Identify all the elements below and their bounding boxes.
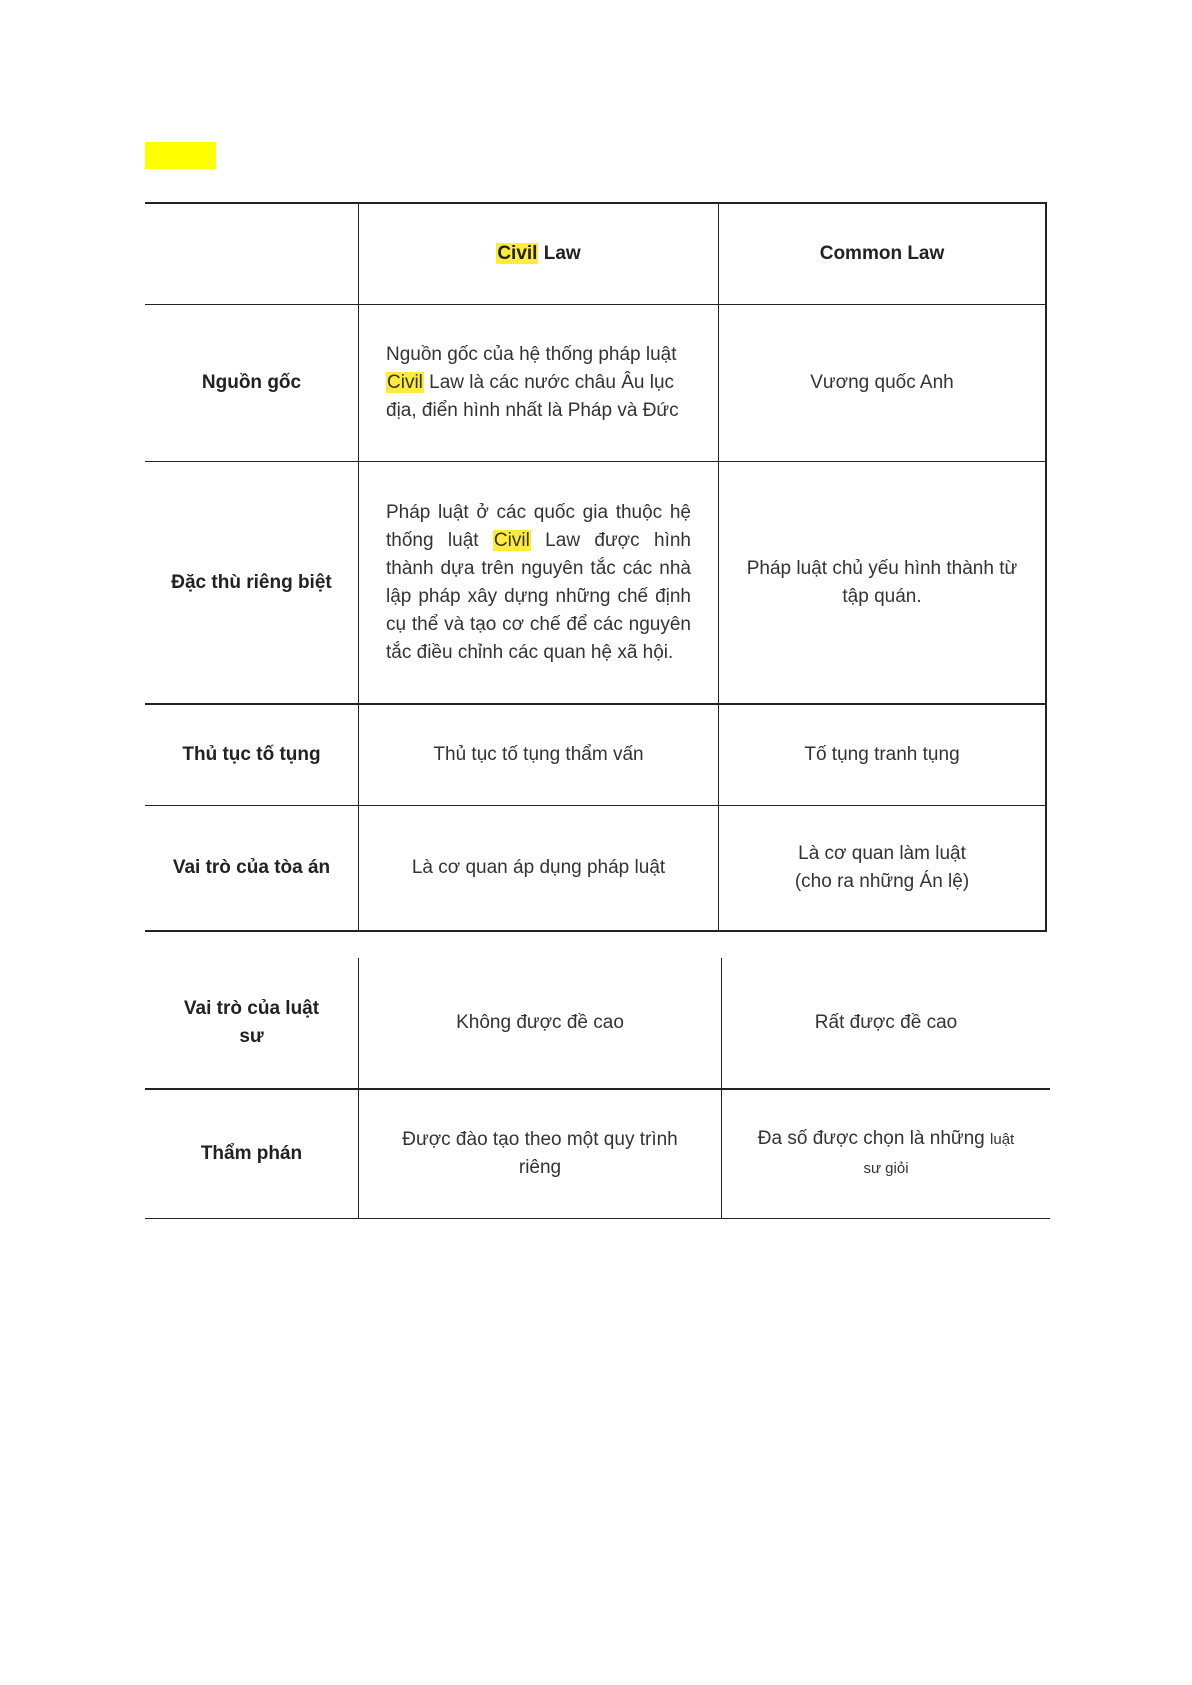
civil-law-nguon-goc — [358, 305, 718, 461]
table-row — [145, 305, 1045, 462]
common-law-toa-an: Là cơ quan làm luật (cho ra những Án lệ) — [718, 806, 1045, 930]
table-row — [145, 462, 1045, 705]
row-label-toa-an: Vai trò của tòa án — [172, 857, 331, 878]
comparison-table-part-2 — [145, 958, 1050, 1220]
table-row — [145, 705, 1045, 806]
civil-text-line1: Nguồn gốc của hệ thống pháp luật — [386, 344, 677, 365]
civil-law-rest: Law — [538, 243, 581, 264]
civil-law-thu-tuc: Thủ tục tố tụng thẩm vấn — [358, 705, 718, 805]
civil-highlight: Civil — [493, 529, 530, 551]
common-text-main: Đa số được chọn là những — [757, 1128, 991, 1149]
common-law-tham-phan — [721, 1090, 1050, 1218]
header-common-law: Common Law — [718, 204, 1045, 304]
comparison-table-part-1 — [145, 202, 1047, 932]
header-empty-cell — [145, 204, 358, 304]
table-bottom-border — [145, 1218, 1050, 1219]
civil-text-line3: địa, điển hình nhất là Pháp và Đức — [386, 400, 679, 421]
common-law-thu-tuc: Tố tụng tranh tụng — [718, 705, 1045, 805]
civil-highlight: Civil — [387, 372, 423, 393]
common-text-small-2: sư giỏi — [863, 1160, 909, 1177]
common-text-small-1: luật — [990, 1131, 1015, 1148]
civil-highlight: Civil — [497, 243, 538, 264]
civil-text-a: Pháp luật ở các quốc gia thuộc hệ thống luật — [386, 501, 691, 551]
civil-text-line2: Law là các nước châu Âu lục — [423, 372, 675, 393]
civil-law-luat-su: Không được đề cao — [358, 958, 721, 1088]
row-label-thu-tuc: Thủ tục tố tụng — [182, 744, 321, 765]
highlight-marker — [145, 142, 216, 169]
civil-law-dac-thu — [358, 462, 718, 703]
civil-law-tham-phan: Được đào tạo theo một quy trình riêng — [358, 1090, 721, 1218]
civil-law-toa-an: Là cơ quan áp dụng pháp luật — [358, 806, 718, 930]
table-row — [145, 806, 1045, 930]
common-law-nguon-goc: Vương quốc Anh — [718, 305, 1045, 461]
header-civil-law — [358, 204, 718, 304]
row-label-luat-su: Vai trò của luật sư — [183, 998, 320, 1047]
row-label-dac-thu: Đặc thù riêng biệt — [171, 571, 332, 593]
common-law-luat-su: Rất được đề cao — [721, 958, 1050, 1088]
table-row — [145, 958, 1050, 1088]
row-label-nguon-goc: Nguồn gốc — [201, 372, 302, 393]
row-label-tham-phan: Thẩm phán — [200, 1143, 303, 1164]
table-header-row — [145, 204, 1045, 305]
common-law-dac-thu: Pháp luật chủ yếu hình thành từ tập quán. — [718, 462, 1045, 703]
table-row — [145, 1090, 1050, 1218]
civil-text-b: Law được hình thành dựa trên nguyên tắc các nhà lập pháp xây dựng những chế định cụ thể và tạo cơ chế để các nguyên tắc điều chỉnh các quan hệ xã hội. — [386, 529, 691, 663]
